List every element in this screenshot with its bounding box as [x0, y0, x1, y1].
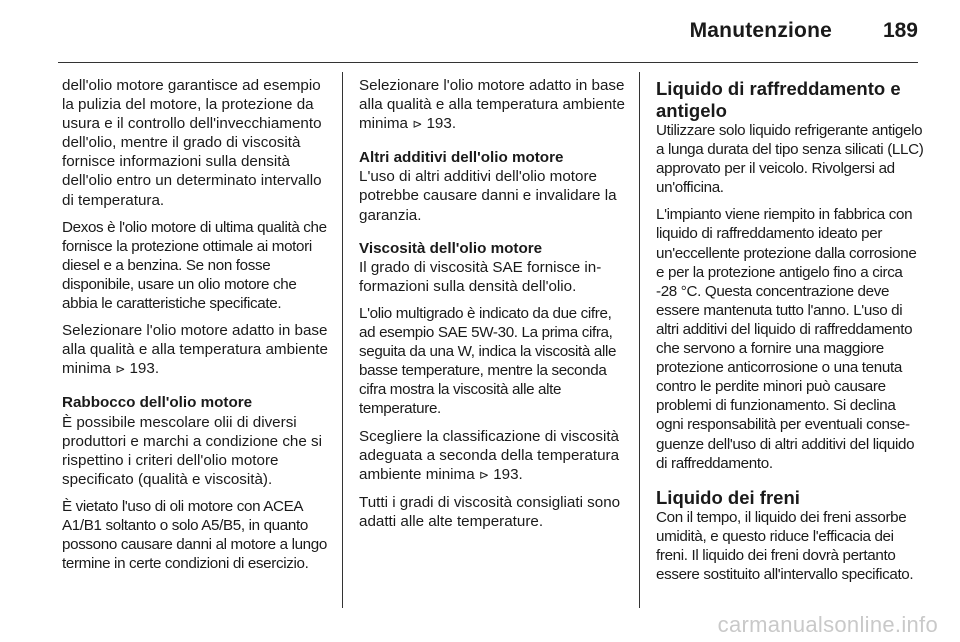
header-divider [58, 62, 918, 63]
column-divider [342, 72, 343, 608]
subheading: Viscosità dell'olio motore [359, 239, 543, 257]
column-2 [359, 76, 625, 539]
page-reference-icon: ⊳ [115, 362, 126, 377]
page-header [0, 0, 960, 58]
paragraph: Il grado di viscosità SAE fornisce informazioni sulla densità dell'olio. [359, 258, 602, 295]
paragraph: Utilizzare solo liquido refrigerante antigelo a lunga durata del tipo senza silicati (LLC) approvato per il veicolo. Rivolgersi ad un'officina. [656, 122, 924, 197]
paragraph: È possibile mescolare olii di diversi produttori e marchi a condizione che si rispettino i criteri dell'olio motore specificato (qualità e viscosità). [62, 413, 323, 488]
paragraph: Dexos è l'olio motore di ultima qualità che fornisce la protezione ottimale ai motori diesel e a benzina. Se non fosse disponibile, usare un olio motore che abbia le caratteristiche specificate. [62, 218, 327, 313]
page-reference[interactable]: 193. [426, 115, 457, 133]
section-heading: Liquido di raffreddamento e antigelo [656, 78, 901, 121]
column-3 [656, 78, 924, 593]
section-heading: Liquido dei freni [656, 486, 800, 508]
paragraph: dell'olio motore garantisce ad esempio la pulizia del motore, la protezione da usura e il controllo dell'invecchiamento dell'olio, mentre il grado di viscosità fornisce informazioni sulla densità dell'olio entro un determinato intervallo di temperatura. [62, 77, 322, 209]
paragraph: Scegliere la classificazione di viscosità adeguata a seconda della temperatura ambiente minima ⊳ 193. [359, 427, 620, 483]
paragraph: Selezionare l'olio motore adatto in base alla qualità e alla temperatura ambiente minima ⊳ 193. [62, 322, 328, 378]
paragraph: Con il tempo, il liquido dei freni assorbe umidità, e questo riduce l'efficacia dei freni. Il liquido dei freni dovrà pertanto essere sostituito all'intervallo specificato. [656, 509, 914, 584]
column-divider [639, 72, 640, 608]
column-1 [62, 76, 332, 581]
paragraph: L'olio multigrado è indicato da due cifre, ad esempio SAE 5W-30. La prima cifra, seguita da una W, indica la viscosità alle basse temperature, mentre la seconda cifra mostra la viscosità alle alte temperature. [359, 304, 617, 418]
section-title: Manutenzione [689, 19, 832, 42]
page-number: 189 [882, 19, 918, 42]
paragraph: Selezionare l'olio motore adatto in base alla qualità e alla temperatura ambiente minima ⊳ 193. [359, 77, 625, 133]
subheading: Altri additivi dell'olio motore [359, 149, 564, 167]
paragraph: L'impianto viene riempito in fabbrica con liquido di raffreddamento ideato per un'eccellente protezione dalla corrosione e per la protezione antigelo fino a circa -28 °C. Questa concentrazione deve essere mantenuta tutto l'anno. L'uso di altri additivi del liquido di raffreddamento che servono a fornire una maggiore protezione anticorrosione o una tenuta contro le perdite minori può causare problemi di funzionamento. Si declina ogni responsabilità per eventuali conseguenze dell'uso di altri additivi del liquido di raffreddamento. [656, 206, 917, 472]
subheading: Rabbocco dell'olio motore [62, 394, 253, 412]
page-reference-icon: ⊳ [412, 117, 423, 132]
watermark: carmanualsonline.info [717, 612, 938, 637]
paragraph: È vietato l'uso di oli motore con ACEA A1/B1 soltanto o solo A5/B5, in quanto possono causare danni al motore a lungo termine in certe condizioni di esercizio. [62, 497, 327, 573]
paragraph: L'uso di altri additivi dell'olio motore potrebbe causare danni e invalidare la garanzia. [359, 168, 617, 224]
page-reference-icon: ⊳ [478, 467, 489, 482]
page-reference[interactable]: 193. [129, 360, 160, 378]
page-reference[interactable]: 193. [493, 465, 523, 483]
paragraph: Tutti i gradi di viscosità consigliati sono adatti alle alte temperature. [359, 493, 621, 530]
